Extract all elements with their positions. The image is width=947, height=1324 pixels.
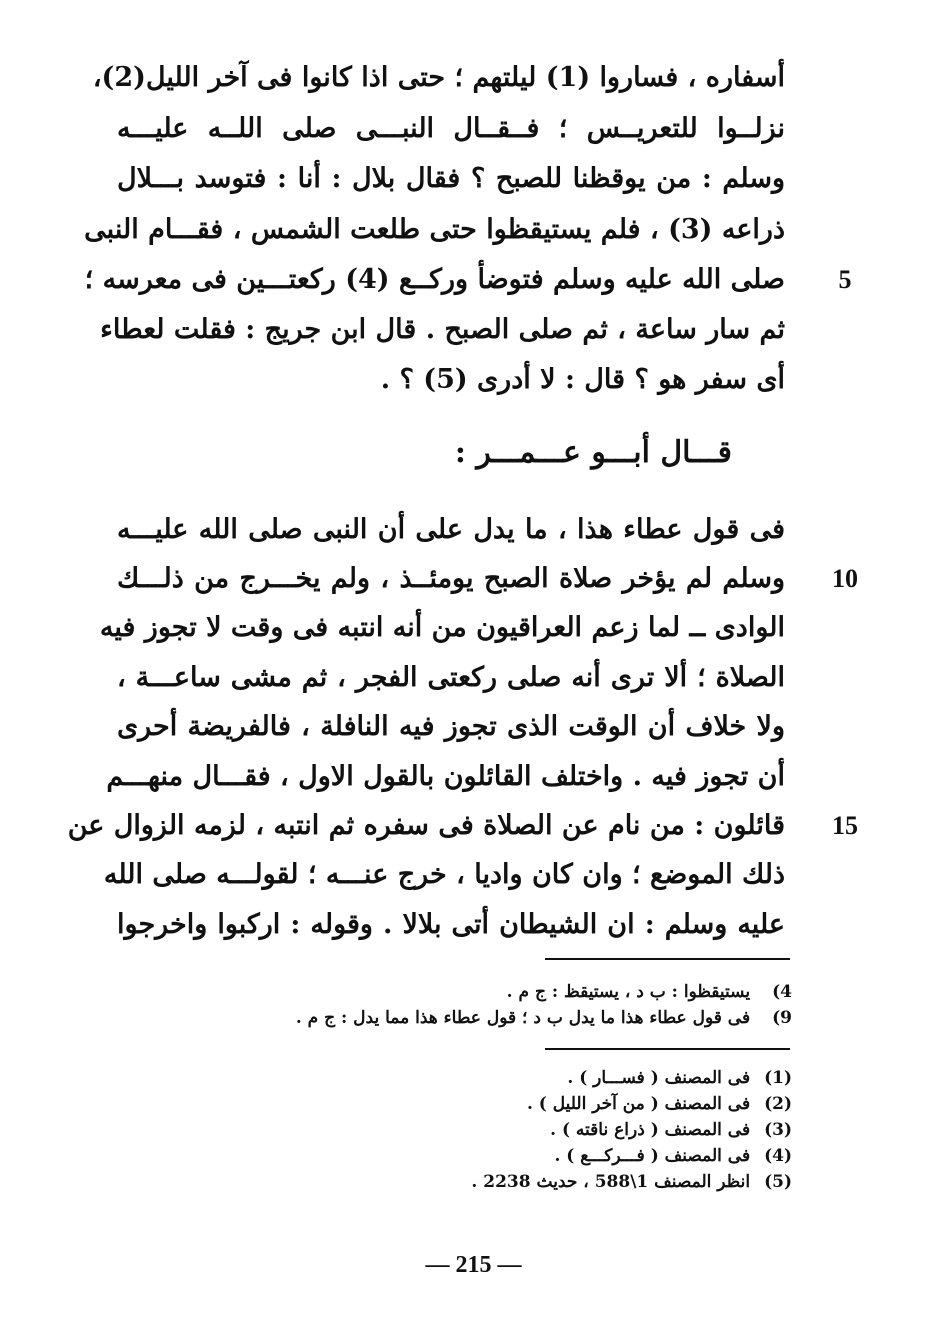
source-note-number: (2) [764, 1094, 792, 1114]
text-line: ثم سار ساعة ، ثم صلى الصبح . قال ابن جريج : فقلت لعطاء [100, 314, 785, 345]
text-line: أن تجوز فيه . واختلف القائلون بالقول الاول ، فقـــال منهـــم [106, 761, 785, 792]
footnote-divider [545, 1048, 790, 1050]
source-note-text: فى المصنف ( فـــركـــع ) . [554, 1146, 751, 1166]
variant-note-text: فى قول عطاء هذا ما يدل ب د ؛ قول عطاء هذا مما يدل : ج م . [295, 1008, 751, 1028]
text-line: أسفاره ، فساروا (1) ليلتهم ؛ حتى اذا كانوا فى آخر الليل(2)، [92, 62, 785, 93]
text-line: أى سفر هو ؟ قال : لا أدرى (5) ؟ . [380, 364, 785, 395]
source-note [112, 1170, 792, 1194]
source-note-number: (4) [764, 1146, 792, 1166]
footnote-divider [545, 958, 790, 960]
source-note [112, 1066, 792, 1090]
text-line: الصلاة ؛ ألا ترى أنه صلى ركعتى الفجر ، ثم مشى ساعـــة ، [117, 662, 785, 693]
source-note-text: انظر المصنف 1\588 ، حديث 2238 . [471, 1172, 751, 1192]
text-line: وسلم لم يؤخر صلاة الصبح يومئــذ ، ولم يخـــرج من ذلـــك [117, 563, 785, 594]
line-number: 15 [832, 811, 858, 840]
page-number: — 215 — [425, 1252, 522, 1278]
source-note-number: (1) [764, 1068, 792, 1088]
text-line: الوادى ــ لما زعم العراقيون من أنه انتبه فى وقت لا تجوز فيه [99, 612, 785, 643]
text-line: ذراعه (3) ، فلم يستيقظوا حتى طلعت الشمس ، فقـــام النبى [84, 214, 785, 245]
line-number: 5 [838, 265, 852, 294]
text-line: قائلون : من نام عن الصلاة فى سفره ثم انتبه ، لزمه الزوال عن [67, 810, 785, 841]
text-line: وسلم : من يوقظنا للصبح ؟ فقال بلال : أنا : فتوسد بـــلال [117, 163, 785, 194]
text-line: عليه وسلم : ان الشيطان أتى بلالا . وقوله : اركبوا واخرجوا [117, 909, 785, 940]
source-note-text: فى المصنف ( ذراع ناقته ) . [550, 1120, 751, 1140]
source-note [112, 1118, 792, 1142]
text-line: ولا خلاف أن الوقت الذى تجوز فيه النافلة ، فالفريضة أحرى [117, 711, 785, 742]
variant-note [112, 980, 792, 1004]
line-number: 10 [832, 564, 858, 593]
source-note-number: (3) [764, 1120, 792, 1140]
text-line: صلى الله عليه وسلم فتوضأ وركــع (4) ركعتـــين فى معرسه ؛ [84, 264, 785, 295]
source-note [112, 1092, 792, 1116]
source-note-text: فى المصنف ( من آخر الليل ) . [526, 1094, 751, 1114]
variant-note-text: يستيقظوا : ب د ، يستيقظ : ج م . [506, 982, 751, 1002]
variant-note-number: 4) [772, 982, 792, 1002]
text-line: فى قول عطاء هذا ، ما يدل على أن النبى صلى الله عليـــه [117, 514, 785, 545]
variant-note [112, 1006, 792, 1030]
source-note [112, 1144, 792, 1168]
source-note-text: فى المصنف ( فســـار ) . [567, 1068, 751, 1088]
source-note-number: (5) [764, 1172, 792, 1192]
section-heading: قـــال أبـــو عـــمـــر : [454, 435, 732, 470]
text-line: ذلك الموضع ؛ وان كان واديا ، خرج عنـــه ؛ لقولـــه صلى الله [103, 859, 785, 890]
text-line: نزلــوا للتعريــس ؛ فــقــال النبـــى صلى اللــه عليـــه [117, 113, 785, 144]
variant-note-number: 9) [772, 1008, 792, 1028]
